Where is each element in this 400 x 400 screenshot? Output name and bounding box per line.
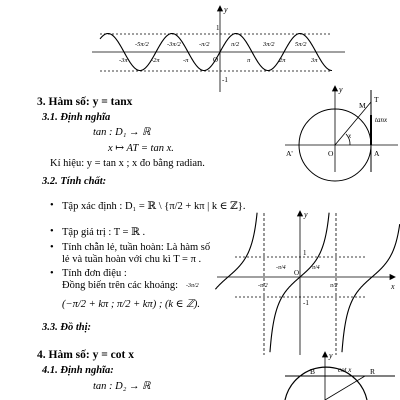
tan-tick-label: π/2 xyxy=(330,283,338,289)
sin-origin-label: O xyxy=(213,56,219,64)
tan-prop-subheading: 3.2. Tính chất: xyxy=(42,176,107,187)
tan-def-line1: tan : D₁ → ℝ xyxy=(93,127,151,138)
tan-origin-label: O xyxy=(294,269,300,277)
sin-tick-label: -3π xyxy=(119,57,128,64)
point-aprime-label: A' xyxy=(286,149,293,158)
sin-y-arrow xyxy=(218,6,223,11)
cot-heading: 4. Hàm số: y = cot x xyxy=(37,349,134,361)
sin-tick-label: -π/2 xyxy=(199,41,210,48)
tan-parity-2: lẻ và tuần hoàn với chu kì T = π . xyxy=(62,254,202,265)
tan-unit-circle xyxy=(280,80,400,175)
tan-range: • Tập giá trị : T = ℝ . xyxy=(62,226,145,238)
tan-x-label: x xyxy=(391,282,395,291)
cot-def-line1: tan : D₂ → ℝ xyxy=(93,381,151,392)
sin-tick-label: 3π/2 xyxy=(263,41,275,48)
tan-tick-label: -3π/2 xyxy=(186,283,199,289)
tan-def-line2: x ↦ AT = tan x. xyxy=(108,143,174,154)
angle-x-label: x xyxy=(348,132,352,140)
tan-tick-label: -π/2 xyxy=(258,283,268,289)
tan-tick-label: -π/4 xyxy=(276,265,286,271)
circle-y-label: y xyxy=(339,85,343,94)
tan-graph-subheading: 3.3. Đồ thị: xyxy=(42,322,92,333)
sin-one-label: 1 xyxy=(216,24,220,32)
tan-y-label: y xyxy=(304,210,308,219)
cot-y-label: y xyxy=(329,351,333,360)
tan-graph xyxy=(186,205,400,360)
cot-circle-arc xyxy=(285,367,367,400)
tan-parity-1: • Tính chẵn lẻ, tuần hoàn: Là hàm số xyxy=(62,242,210,253)
sin-neg-one-label: -1 xyxy=(222,76,228,84)
tan-heading: 3. Hàm số: y = tanx xyxy=(37,96,133,108)
tan-domain: • Tập xác định : D₁ = ℝ \ {π/2 + kπ | k ∈ ℤ}. xyxy=(62,200,245,212)
point-r-label: R xyxy=(370,367,376,376)
tan-branch xyxy=(270,213,329,352)
tan-one-label: 1 xyxy=(303,249,307,257)
cotx-label: cot x xyxy=(338,366,352,374)
tan-notation: Kí hiệu: y = tan x ; x đo bằng radian. xyxy=(50,158,205,169)
sin-tick-label: π/2 xyxy=(231,41,240,48)
point-a-label: A xyxy=(374,149,380,158)
cot-ray xyxy=(325,376,365,400)
tan-branch xyxy=(215,213,257,290)
sin-tick-label: 5π/2 xyxy=(295,41,307,48)
cot-unit-circle xyxy=(270,348,400,400)
tanx-label: tanx xyxy=(375,116,388,124)
circle-origin-label: O xyxy=(328,149,334,158)
tan-neg-one-label: -1 xyxy=(303,299,309,307)
tan-branches xyxy=(215,213,399,352)
tan-monotone-1: • Tính đơn điệu : xyxy=(62,268,127,279)
tan-monotone-2: Đồng biến trên các khoảng: xyxy=(62,280,179,291)
tan-tick-labels xyxy=(186,264,400,289)
sin-tick-label: π xyxy=(247,57,251,64)
point-t-label: T xyxy=(374,95,379,104)
tan-def-subheading: 3.1. Định nghĩa xyxy=(42,112,111,123)
point-m-label: M xyxy=(359,101,366,110)
sin-tick-label: 2π xyxy=(279,57,286,64)
sin-tick-label: -5π/2 xyxy=(135,41,149,48)
tan-tick-label: π/4 xyxy=(312,265,320,271)
sin-tick-label: -3π/2 xyxy=(167,41,181,48)
sin-tick-label: -2π xyxy=(151,57,160,64)
sin-tick-label: -π xyxy=(183,57,189,64)
point-b-label: B xyxy=(310,367,316,376)
cot-def-subheading: 4.1. Định nghĩa: xyxy=(42,365,114,376)
tan-monotone-3: (−π/2 + kπ ; π/2 + kπ) ; (k ∈ ℤ). xyxy=(62,299,201,310)
sin-y-label: y xyxy=(224,5,228,14)
sin-tick-label: 3π xyxy=(311,57,318,64)
